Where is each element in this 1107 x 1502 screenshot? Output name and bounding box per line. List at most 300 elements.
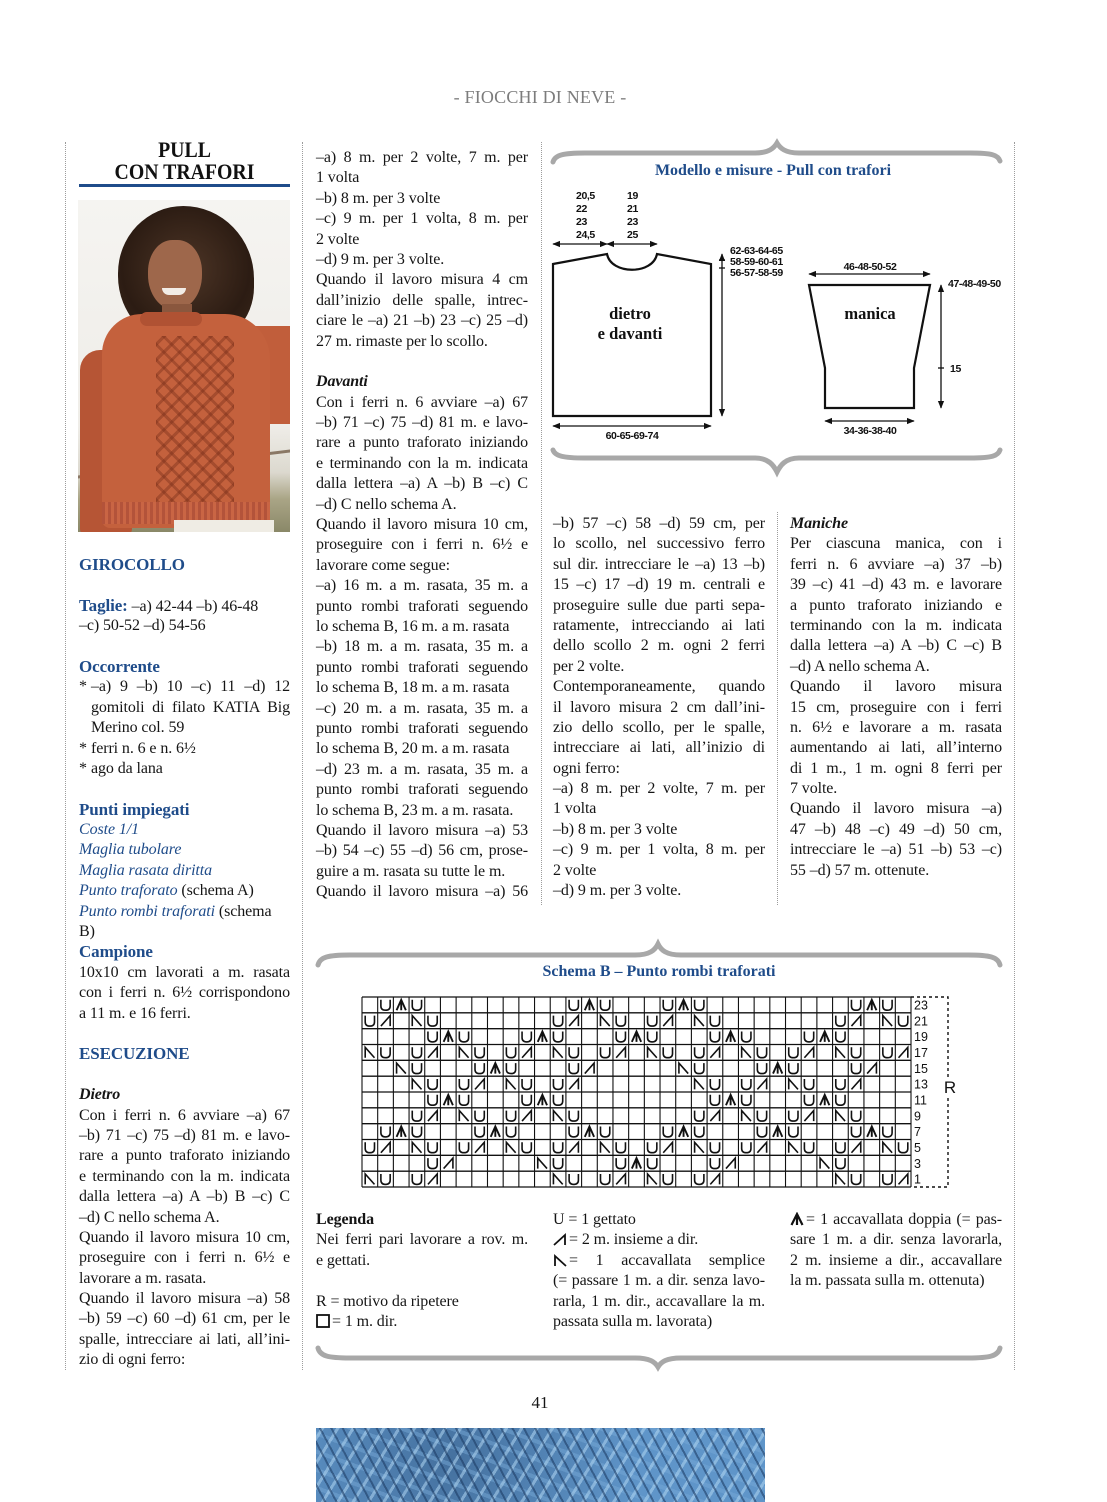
yarn-over-symbol bbox=[789, 1047, 798, 1057]
text-line: sul dir. intrecciare le –a) 13 –b) bbox=[553, 555, 765, 573]
text-line: 15 cm, proseguire con i ferri bbox=[790, 698, 1002, 716]
ssk-symbol bbox=[695, 1016, 704, 1026]
yarn-over-symbol bbox=[695, 1000, 704, 1010]
paragraph bbox=[553, 820, 765, 840]
yarn-over-symbol bbox=[616, 1031, 625, 1041]
knit-square-icon bbox=[316, 1314, 330, 1328]
k2tog-symbol bbox=[899, 1174, 908, 1184]
paragraph bbox=[79, 1106, 290, 1228]
k2tog-symbol bbox=[851, 1079, 860, 1089]
yarn-over-symbol bbox=[506, 1111, 515, 1121]
double-decrease-symbol bbox=[491, 1063, 500, 1073]
yarn-over-symbol bbox=[757, 1063, 766, 1073]
text-line: 39 –c) 41 –d) 43 m. e lavorare bbox=[790, 576, 1002, 594]
yarn-over-symbol bbox=[569, 1047, 578, 1057]
legend-item-text: = 2 m. insieme a dir. bbox=[569, 1231, 699, 1249]
row-number: 19 bbox=[914, 1030, 928, 1045]
ssk-symbol bbox=[459, 1047, 468, 1057]
yarn-over-symbol bbox=[663, 1047, 672, 1057]
text-line: dalla lettera –a) A –b) C –c) B bbox=[790, 637, 1002, 655]
neck-width-label: 19 bbox=[627, 190, 638, 202]
body-height-label: 62-63-64-65 bbox=[730, 245, 783, 257]
k2tog-symbol bbox=[757, 1142, 766, 1152]
stitch-name: Maglia tubolare bbox=[79, 841, 182, 859]
yarn-over-symbol bbox=[522, 1095, 531, 1105]
blank-line bbox=[79, 1024, 290, 1044]
stitch-note: (schema A) bbox=[177, 882, 254, 900]
text-line: ferri n. 6 avviare –a) 37 –b) bbox=[790, 555, 1002, 573]
yarn-over-symbol bbox=[600, 1174, 609, 1184]
text-line: con i ferri n. 6½ corrispondono bbox=[79, 984, 290, 1002]
k2tog-symbol bbox=[616, 1174, 625, 1184]
legend-column-3 bbox=[790, 1210, 1002, 1292]
text-line: lavorare a m. rasata. bbox=[79, 1269, 207, 1287]
k2tog-symbol bbox=[757, 1079, 766, 1089]
paragraph bbox=[553, 514, 765, 677]
stitch-list-item bbox=[79, 861, 290, 881]
text-line: ago da lana bbox=[91, 759, 163, 777]
k2tog-symbol bbox=[616, 1047, 625, 1057]
section-heading: Campione bbox=[79, 942, 153, 962]
text-line: –b) 18 m. a m. rasata, 35 m. a bbox=[316, 638, 528, 656]
text-line: a punto traforato iniziando e bbox=[790, 596, 1002, 614]
decorative-bracket-top bbox=[318, 944, 1000, 965]
text-line: zio di ogni ferro: bbox=[79, 1351, 186, 1369]
double-decrease-symbol bbox=[585, 1126, 594, 1136]
legend-item-text: sare 1 m. a dir. senza lavorarla, bbox=[790, 1231, 1002, 1249]
yarn-over-symbol bbox=[600, 1000, 609, 1010]
yarn-over-symbol bbox=[710, 1031, 719, 1041]
legend-column-2 bbox=[553, 1210, 765, 1332]
k2tog-symbol bbox=[475, 1079, 484, 1089]
yarn-over-symbol bbox=[475, 1047, 484, 1057]
k2tog-symbol bbox=[444, 1158, 453, 1168]
repeat-label: R bbox=[943, 1078, 957, 1097]
double-decrease-icon bbox=[790, 1212, 804, 1226]
ssk-symbol bbox=[553, 1174, 562, 1184]
yarn-over-symbol bbox=[851, 1063, 860, 1073]
text-line: –b) 59 –c) 60 –d) 61 cm, per le bbox=[79, 1310, 290, 1328]
yarn-over-symbol bbox=[553, 1158, 562, 1168]
k2tog-symbol bbox=[899, 1047, 908, 1057]
text-line: 15 –c) 17 –d) 19 m. centrali e bbox=[553, 576, 765, 594]
ssk-symbol bbox=[459, 1111, 468, 1121]
paragraph bbox=[790, 799, 1002, 881]
yarn-over-symbol bbox=[899, 1016, 908, 1026]
text-line: intrecciare ai lati, all’inizio di bbox=[553, 739, 765, 757]
stitch-name: Punto traforato bbox=[79, 882, 178, 900]
yarn-over-symbol bbox=[899, 1142, 908, 1152]
ssk-symbol bbox=[648, 1174, 657, 1184]
double-decrease-symbol bbox=[491, 1126, 500, 1136]
text-line: aumentando ai lati, all’interno bbox=[790, 739, 1002, 757]
double-decrease-symbol bbox=[820, 1031, 829, 1041]
yarn-over-symbol bbox=[742, 1031, 751, 1041]
double-decrease-symbol bbox=[726, 1095, 735, 1105]
ssk-symbol bbox=[695, 1079, 704, 1089]
text-line: –d) C nello schema A. bbox=[316, 495, 457, 513]
yarn-over-symbol bbox=[553, 1095, 562, 1105]
ssk-symbol bbox=[412, 1079, 421, 1089]
yarn-over-symbol bbox=[836, 1142, 845, 1152]
text-line: 55 –d) 57 m. ottenute. bbox=[790, 861, 930, 879]
text-line: –b) 8 m. per 3 volte bbox=[316, 189, 441, 207]
paragraph bbox=[553, 840, 765, 881]
yarn-over-symbol bbox=[412, 1063, 421, 1073]
text-line: e terminando con la m. indicata bbox=[79, 1167, 290, 1185]
text-line: Quando il lavoro misura –a) bbox=[790, 800, 1002, 818]
row-number: 3 bbox=[914, 1156, 921, 1171]
neck-width-label: 21 bbox=[627, 203, 638, 215]
text-line: Quando il lavoro misura 4 cm bbox=[316, 271, 528, 289]
row-number: 17 bbox=[914, 1045, 928, 1060]
legend-repeat-line: R = motivo da ripetere bbox=[316, 1292, 459, 1310]
legend-note-line: e gettati. bbox=[316, 1251, 371, 1269]
body-height-label: 56-57-58-59 bbox=[730, 267, 783, 279]
yarn-over-symbol bbox=[412, 1111, 421, 1121]
yarn-over-symbol bbox=[428, 1095, 437, 1105]
ssk-symbol bbox=[789, 1142, 798, 1152]
k2tog-symbol bbox=[522, 1111, 531, 1121]
yarn-over-symbol bbox=[663, 1126, 672, 1136]
k2tog-symbol bbox=[804, 1111, 813, 1121]
double-decrease-symbol bbox=[773, 1063, 782, 1073]
text-line: Quando il lavoro misura bbox=[790, 678, 1002, 696]
text-line: –d) C nello schema A. bbox=[79, 1208, 220, 1226]
subsection-heading: Davanti bbox=[316, 373, 368, 391]
paragraph bbox=[316, 148, 528, 189]
blank-line bbox=[79, 779, 290, 799]
column-divider bbox=[777, 512, 778, 905]
text-line: –a) 9 –b) 10 –c) 11 –d) 12 bbox=[91, 678, 290, 696]
yarn-over-symbol bbox=[648, 1158, 657, 1168]
blank-line bbox=[79, 575, 290, 595]
text-line: 1 volta bbox=[553, 800, 597, 818]
yarn-over-symbol bbox=[381, 1047, 390, 1057]
text-line: –a) 8 m. per 2 volte, 7 m. per bbox=[553, 780, 765, 798]
stitch-name: Punto rombi traforati bbox=[79, 902, 215, 920]
k2tog-symbol bbox=[851, 1142, 860, 1152]
yarn-over-symbol bbox=[569, 1063, 578, 1073]
text-line: n. 6½ e lavorare a m. rasata bbox=[790, 718, 1002, 736]
ssk-symbol bbox=[695, 1142, 704, 1152]
yarn-over-symbol bbox=[710, 1142, 719, 1152]
text-line: –c) 9 m. per 1 volta, 8 m. per bbox=[316, 210, 528, 228]
k2tog-symbol bbox=[663, 1142, 672, 1152]
yarn-over-symbol bbox=[695, 1063, 704, 1073]
k2tog-symbol bbox=[663, 1016, 672, 1026]
ssk-symbol bbox=[412, 1016, 421, 1026]
yarn-over-symbol bbox=[695, 1111, 704, 1121]
list-item bbox=[79, 677, 290, 738]
paragraph bbox=[553, 677, 765, 779]
cuff-width-label: 34-36-38-40 bbox=[843, 425, 897, 437]
double-decrease-symbol bbox=[444, 1031, 453, 1041]
row-number: 21 bbox=[914, 1014, 928, 1029]
yarn-over-symbol bbox=[883, 1126, 892, 1136]
yarn-over-symbol bbox=[475, 1111, 484, 1121]
ssk-symbol bbox=[412, 1142, 421, 1152]
double-decrease-symbol bbox=[538, 1095, 547, 1105]
yarn-over-symbol bbox=[522, 1031, 531, 1041]
paragraph bbox=[316, 209, 528, 250]
k2tog-symbol bbox=[867, 1063, 876, 1073]
body-width-label: 60-65-69-74 bbox=[605, 430, 659, 442]
double-decrease-symbol bbox=[585, 1000, 594, 1010]
yarn-over-symbol bbox=[710, 1016, 719, 1026]
ssk-symbol bbox=[836, 1111, 845, 1121]
legend-item-yarn-over bbox=[553, 1210, 765, 1230]
paragraph bbox=[316, 189, 528, 209]
yarn-over-symbol bbox=[600, 1126, 609, 1136]
ssk-symbol bbox=[883, 1016, 892, 1026]
text-line: zio dello scollo, per le spalle, bbox=[553, 718, 765, 736]
text-line: punto rombi traforati seguendo bbox=[316, 781, 528, 799]
stitch-list-item bbox=[79, 840, 290, 860]
ssk-symbol bbox=[538, 1158, 547, 1168]
list-item bbox=[79, 739, 290, 759]
paragraph bbox=[316, 821, 528, 882]
yarn-over-symbol bbox=[365, 1142, 374, 1152]
text-line: 2 volte bbox=[553, 861, 597, 879]
text-line: lo scollo, nel successivo ferro bbox=[553, 535, 765, 553]
ssk-symbol bbox=[506, 1142, 515, 1152]
yarn-over-symbol bbox=[836, 1016, 845, 1026]
stitch-list-item bbox=[79, 881, 290, 901]
legend-item-text: (= passare 1 m. a dir. senza lavo- bbox=[553, 1272, 765, 1290]
body-height-label: 58-59-60-61 bbox=[730, 256, 783, 268]
subsection-heading: Maniche bbox=[790, 515, 848, 532]
decorative-bracket-bottom bbox=[553, 450, 1000, 472]
text-line: –b) 71 –c) 75 –d) 81 m. e lavo- bbox=[79, 1126, 290, 1144]
legend-item-text: passata sulla m. lavorata) bbox=[553, 1312, 713, 1330]
yarn-over-symbol bbox=[506, 1063, 515, 1073]
text-line: 1 volta bbox=[316, 169, 360, 187]
text-line: lo schema B, 20 m. a m. rasata bbox=[316, 740, 510, 758]
yarn-over-symbol bbox=[883, 1174, 892, 1184]
legend-item-text: = 1 gettato bbox=[564, 1211, 636, 1228]
text-line: dalla lettera –a) A –b) B –c) C bbox=[79, 1188, 290, 1206]
text-line: 27 m. rimaste per lo scollo. bbox=[316, 332, 488, 350]
row-number: 5 bbox=[914, 1140, 921, 1155]
text-line: Quando il lavoro misura –a) 58 bbox=[79, 1290, 290, 1308]
text-line: Con i ferri n. 6 avviare –a) 67 bbox=[79, 1106, 290, 1124]
stitch-list-item bbox=[79, 902, 290, 941]
section-heading: GIROCOLLO bbox=[79, 555, 185, 574]
shoulder-width-label: 22 bbox=[576, 203, 587, 215]
legend-item-text: 2 m. insieme a dir., accavallare bbox=[790, 1251, 1002, 1269]
text-line: Merino col. 59 bbox=[91, 719, 185, 737]
shoulder-width-label: 24,5 bbox=[576, 229, 595, 241]
yarn-over-symbol bbox=[553, 1031, 562, 1041]
ssk-symbol bbox=[789, 1079, 798, 1089]
k2tog-symbol bbox=[585, 1063, 594, 1073]
yarn-over-symbol bbox=[695, 1047, 704, 1057]
yarn-over-symbol bbox=[836, 1158, 845, 1168]
paragraph bbox=[316, 250, 528, 270]
k2tog-symbol bbox=[569, 1079, 578, 1089]
ssk-symbol bbox=[553, 1047, 562, 1057]
text-line: terminando con la m. indicata bbox=[790, 616, 1002, 634]
body-piece-label: dietro bbox=[609, 304, 651, 323]
text-line: –c) 50-52 –d) 54-56 bbox=[79, 617, 206, 635]
paragraph bbox=[316, 699, 528, 760]
paragraph bbox=[79, 1228, 290, 1289]
text-line: ratamente, intrecciando ai lati bbox=[553, 616, 765, 634]
legend-item-text: = 1 accavallata doppia (= pas- bbox=[806, 1211, 1002, 1228]
double-decrease-symbol bbox=[679, 1126, 688, 1136]
section-heading: Punti impiegati bbox=[79, 799, 190, 819]
row-number: 1 bbox=[914, 1172, 921, 1187]
yarn-over-symbol bbox=[553, 1016, 562, 1026]
ssk-symbol bbox=[365, 1174, 374, 1184]
text-line: –d) 23 m. a m. rasata, 35 m. a bbox=[316, 760, 528, 778]
double-decrease-symbol bbox=[867, 1126, 876, 1136]
yarn-over-symbol bbox=[459, 1031, 468, 1041]
yarn-over-symbol bbox=[757, 1047, 766, 1057]
text-line: lo schema B, 18 m. a m. rasata bbox=[316, 679, 510, 697]
yarn-over-symbol bbox=[851, 1111, 860, 1121]
article-title-line: CON TRAFORI bbox=[114, 159, 255, 184]
cuff-length-label: 15 bbox=[950, 363, 961, 375]
yarn-over-symbol bbox=[648, 1016, 657, 1026]
column-divider bbox=[65, 142, 66, 1370]
k2tog-symbol bbox=[710, 1047, 719, 1057]
text-line: lavorare come segue: bbox=[316, 556, 450, 574]
field-label: Taglie: bbox=[79, 595, 128, 615]
size-diagram bbox=[545, 138, 1015, 478]
yarn-over-symbol bbox=[459, 1142, 468, 1152]
bullet-marker: * bbox=[79, 759, 87, 777]
yarn-over-symbol bbox=[663, 1000, 672, 1010]
paragraph bbox=[316, 515, 528, 576]
ssk-symbol bbox=[397, 1063, 406, 1073]
k2tog-symbol bbox=[381, 1142, 390, 1152]
text-line: proseguire con i ferri n. 6½ e bbox=[79, 1249, 290, 1267]
text-line: Per ciascuna manica, con i bbox=[790, 535, 1002, 553]
text-line: punto rombi traforati seguendo bbox=[316, 658, 528, 676]
decorative-bracket-bottom bbox=[318, 1348, 1000, 1367]
text-line: –a) 16 m. a m. rasata, 35 m. a bbox=[316, 577, 528, 595]
legend-item-text: la m. passata sulla m. ottenuta) bbox=[790, 1272, 985, 1290]
yarn-over-symbol bbox=[616, 1016, 625, 1026]
blank-line bbox=[79, 637, 290, 657]
legend-item-double-decrease bbox=[790, 1210, 1002, 1230]
body-piece-label: e davanti bbox=[597, 324, 663, 343]
double-decrease-symbol bbox=[397, 1000, 406, 1010]
text-line: –b) 57 –c) 58 –d) 59 cm, per bbox=[553, 515, 765, 532]
text-segment: –a) 42-44 –b) 46-48 bbox=[127, 597, 259, 615]
k2tog-symbol bbox=[428, 1174, 437, 1184]
yarn-over-symbol bbox=[789, 1126, 798, 1136]
legend-item-k2tog bbox=[553, 1230, 765, 1250]
row-number: 13 bbox=[914, 1077, 928, 1092]
text-line: –b) 8 m. per 3 volte bbox=[553, 820, 678, 838]
row-number: 15 bbox=[914, 1061, 928, 1076]
text-line: il lavoro misura 2 cm dall’ini- bbox=[553, 698, 765, 716]
yarn-over-symbol bbox=[475, 1126, 484, 1136]
yarn-over-symbol bbox=[428, 1016, 437, 1026]
column-divider bbox=[541, 142, 542, 905]
text-line: Quando il lavoro misura 10 cm, bbox=[79, 1228, 290, 1246]
k2tog-symbol bbox=[851, 1016, 860, 1026]
paragraph bbox=[553, 779, 765, 820]
model-photo bbox=[78, 200, 290, 532]
double-decrease-symbol bbox=[632, 1031, 641, 1041]
photo-collar bbox=[140, 312, 202, 326]
yarn-over-symbol bbox=[648, 1142, 657, 1152]
yarn-over-symbol bbox=[851, 1047, 860, 1057]
yarn-over-symbol bbox=[428, 1031, 437, 1041]
yarn-over-symbol bbox=[506, 1047, 515, 1057]
text-line: 7 volte. bbox=[790, 780, 838, 798]
paragraph bbox=[316, 760, 528, 821]
ssk-symbol bbox=[365, 1047, 374, 1057]
double-decrease-symbol bbox=[726, 1031, 735, 1041]
yarn-over-symbol bbox=[663, 1174, 672, 1184]
yarn-texture-photo bbox=[316, 1428, 765, 1502]
column-3 bbox=[553, 514, 765, 901]
row-number: 7 bbox=[914, 1125, 921, 1140]
double-decrease-symbol bbox=[867, 1000, 876, 1010]
text-line: guire a m. rasata su tutte le m. bbox=[316, 862, 506, 880]
k2tog-symbol bbox=[475, 1142, 484, 1152]
yarn-over-symbol bbox=[412, 1000, 421, 1010]
paragraph bbox=[316, 882, 528, 902]
article-title bbox=[79, 139, 290, 183]
paragraph bbox=[316, 576, 528, 637]
ssk-symbol bbox=[506, 1079, 515, 1089]
double-decrease-symbol bbox=[820, 1095, 829, 1105]
text-line: 2 volte bbox=[316, 230, 360, 248]
yarn-over-symbol bbox=[381, 1174, 390, 1184]
text-line: dello scollo 2 m. ogni 2 ferri bbox=[553, 637, 765, 655]
ssk-symbol bbox=[820, 1158, 829, 1168]
stitch-name: Coste 1/1 bbox=[79, 821, 139, 839]
stitch-grid bbox=[362, 997, 928, 1187]
blank-line bbox=[316, 1271, 528, 1291]
k2tog-symbol bbox=[522, 1047, 531, 1057]
text-line: ciare le –a) 21 –b) 23 –c) 25 –d) bbox=[316, 312, 528, 330]
yarn-over-symbol bbox=[648, 1031, 657, 1041]
yarn-over-symbol bbox=[412, 1174, 421, 1184]
yarn-over-icon: U bbox=[553, 1211, 565, 1228]
text-line: –c) 20 m. a m. rasata, 35 m. a bbox=[316, 699, 528, 717]
text-line: rare a punto traforato iniziando bbox=[79, 1147, 290, 1165]
k2tog-icon bbox=[553, 1232, 567, 1246]
blank-line bbox=[79, 1065, 290, 1085]
yarn-over-symbol bbox=[883, 1000, 892, 1010]
k2tog-symbol bbox=[726, 1158, 735, 1168]
k2tog-symbol bbox=[710, 1111, 719, 1121]
stitch-list-item bbox=[79, 820, 290, 840]
text-line: Quando il lavoro misura –a) 53 bbox=[316, 821, 528, 839]
legend-note-line: Nei ferri pari lavorare a rov. m. bbox=[316, 1231, 528, 1249]
yarn-over-symbol bbox=[804, 1142, 813, 1152]
yarn-over-symbol bbox=[412, 1047, 421, 1057]
yarn-over-symbol bbox=[428, 1158, 437, 1168]
paragraph bbox=[79, 596, 290, 637]
yarn-over-symbol bbox=[851, 1000, 860, 1010]
yarn-over-symbol bbox=[506, 1126, 515, 1136]
legend-item-knit bbox=[316, 1312, 528, 1332]
bullet-marker: * bbox=[79, 739, 87, 757]
text-line: intrecciare le –a) 51 –b) 53 –c) bbox=[790, 841, 1002, 859]
paragraph bbox=[79, 963, 290, 1024]
blank-line bbox=[316, 352, 528, 372]
paragraph bbox=[79, 1289, 290, 1371]
yarn-over-symbol bbox=[459, 1095, 468, 1105]
